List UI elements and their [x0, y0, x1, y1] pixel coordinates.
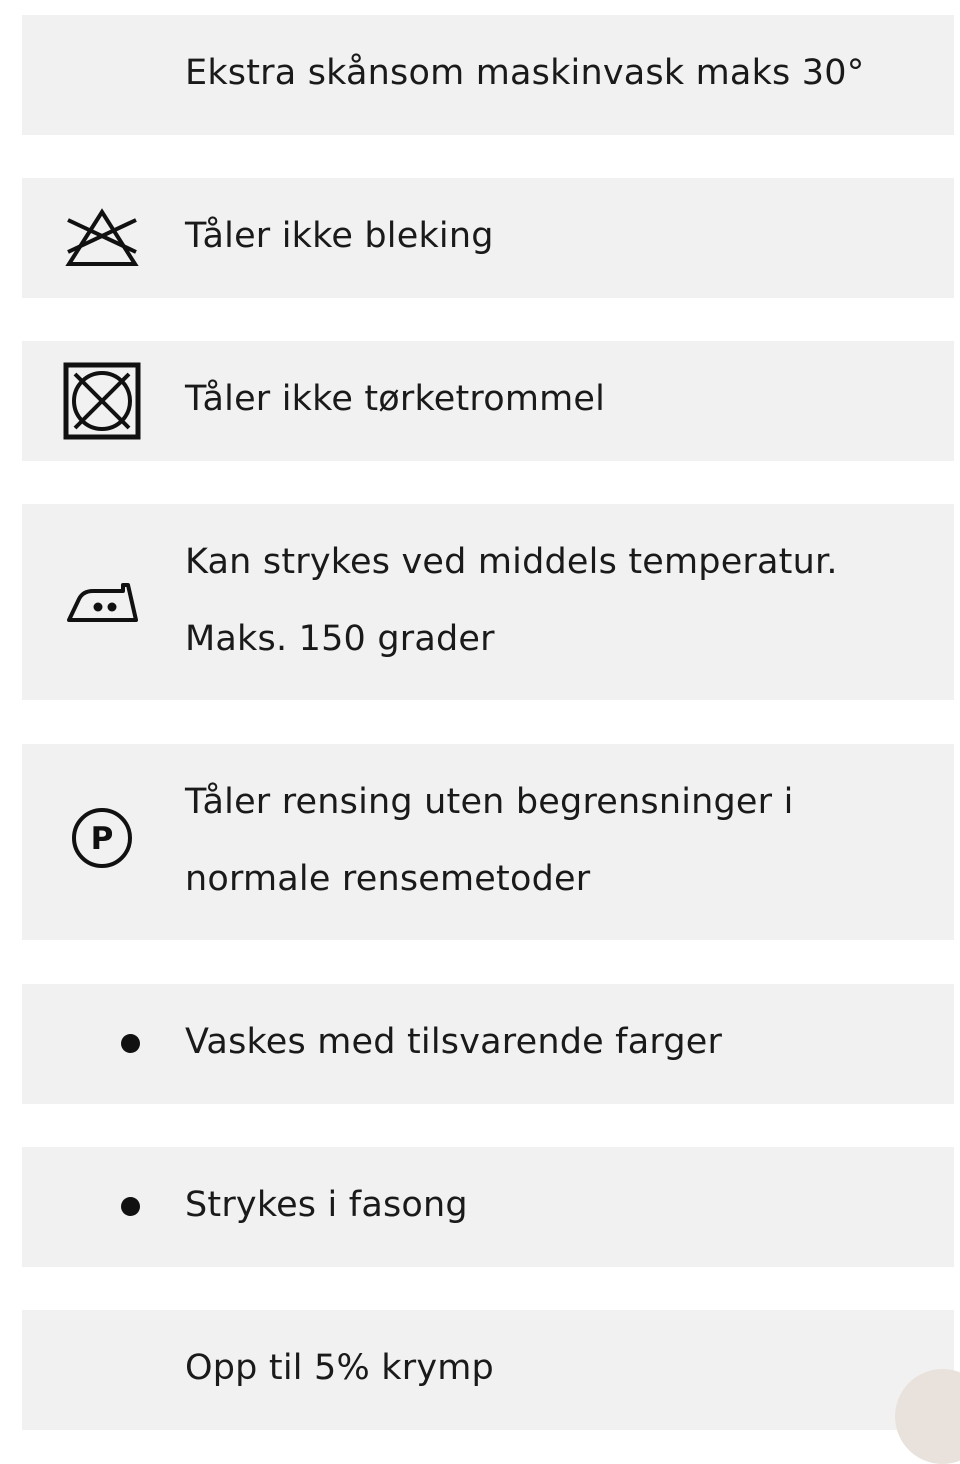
care-text	[185, 35, 934, 112]
care-text-line: Vaskes med tilsvarende farger	[185, 1022, 723, 1062]
bullet-dot	[121, 1197, 140, 1216]
iron-medium-heat-icon	[62, 562, 142, 642]
no-bleach-icon	[62, 198, 142, 278]
care-row-bleach	[22, 178, 954, 298]
care-row-wash-colors	[22, 984, 954, 1104]
care-text	[185, 764, 934, 918]
care-text-line: Kan strykes ved middels temperatur.	[185, 542, 838, 582]
care-row-iron-shape	[22, 1147, 954, 1267]
care-text-line: Tåler ikke tørketrommel	[185, 379, 606, 419]
care-text	[185, 524, 934, 678]
care-text-line: Maks. 150 grader	[185, 619, 495, 659]
care-row-shrink	[22, 1310, 954, 1430]
care-text	[185, 1330, 934, 1407]
care-row-dry-clean	[22, 744, 954, 940]
no-tumble-dry-icon	[62, 361, 142, 441]
care-text	[185, 361, 934, 438]
care-text	[185, 198, 934, 275]
care-text-line: Tåler ikke bleking	[185, 216, 494, 256]
care-text-line: Strykes i fasong	[185, 1185, 468, 1225]
care-text	[185, 1167, 934, 1244]
bullet-dot	[121, 1034, 140, 1053]
care-row-tumble-dry	[22, 341, 954, 461]
care-text-line: Opp til 5% krymp	[185, 1348, 494, 1388]
professional-dry-clean-p-icon	[62, 798, 142, 878]
care-row-iron	[22, 504, 954, 700]
care-text-line: normale rensemetoder	[185, 859, 591, 899]
care-text	[185, 1004, 934, 1081]
care-text-line: Tåler rensing uten begrensninger i	[185, 782, 794, 822]
svg-text:P: P	[90, 821, 114, 857]
care-row-wash	[22, 15, 954, 135]
care-text-line: Ekstra skånsom maskinvask maks 30°	[185, 53, 865, 93]
